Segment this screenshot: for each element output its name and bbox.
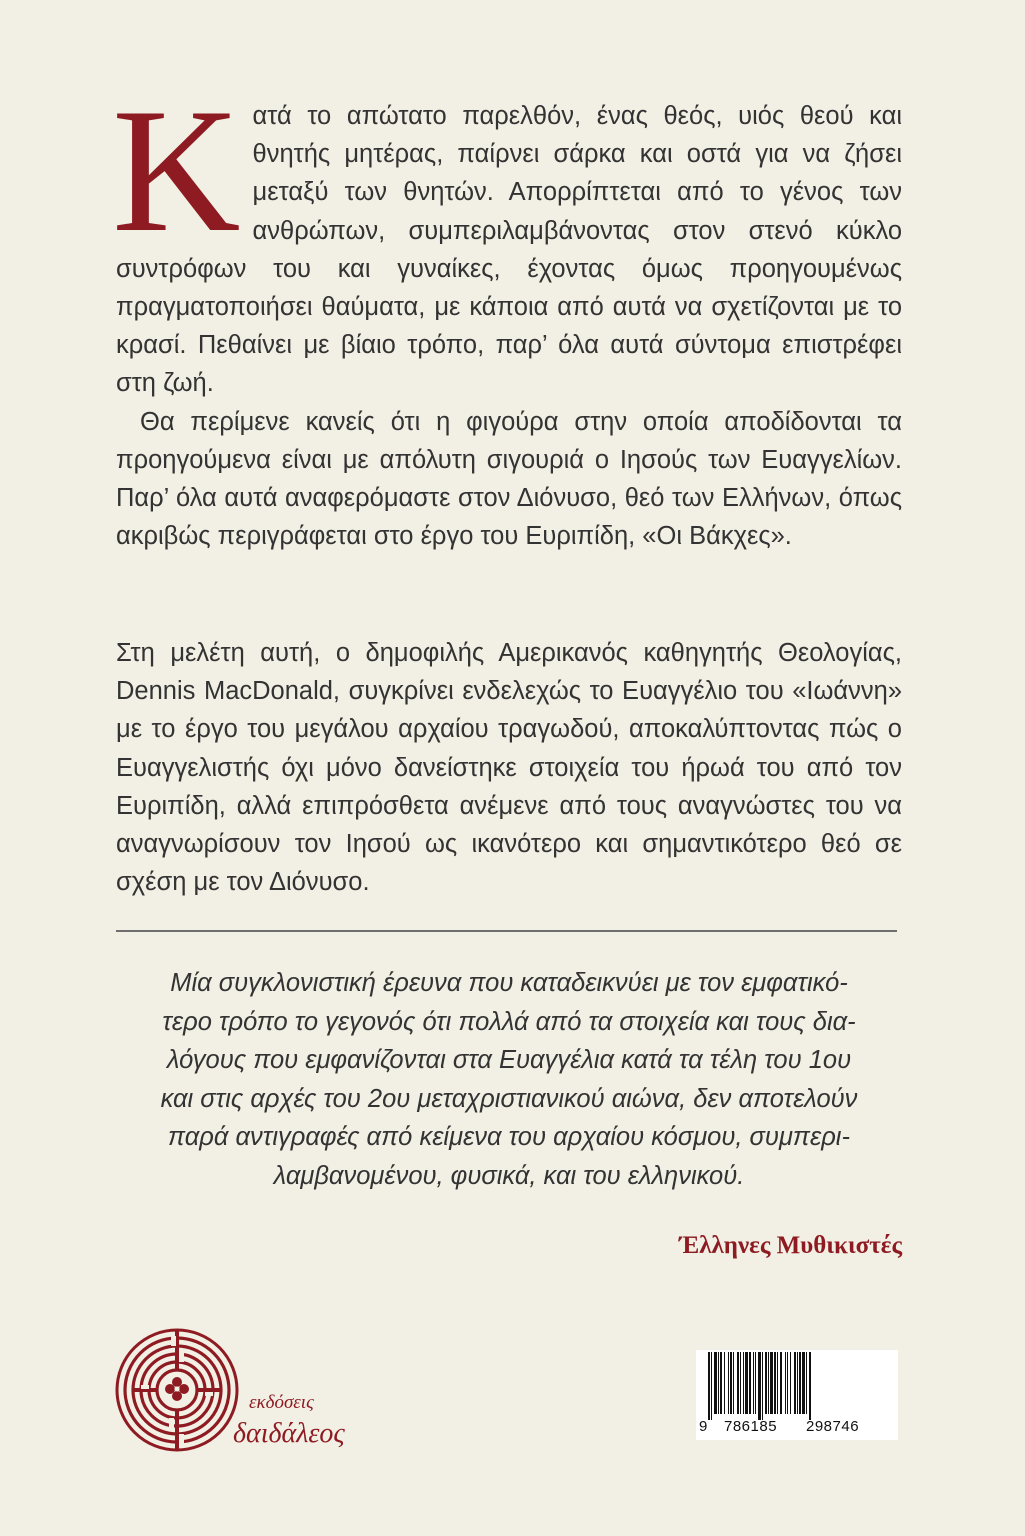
barcode-bar (711, 1352, 712, 1420)
isbn-barcode (696, 1350, 898, 1440)
publisher-label: εκδόσεις (249, 1392, 314, 1413)
section-divider (116, 930, 897, 932)
barcode-bar (780, 1352, 782, 1414)
barcode-bar (777, 1352, 778, 1414)
quote-line: και στις αρχές του 2ου μεταχριστιανικού αιώνα, δεν αποτελούν (160, 1084, 858, 1113)
quote-attribution: Έλληνες Μυθικιστές (679, 1232, 902, 1259)
barcode-bar (809, 1352, 811, 1420)
barcode-bar (720, 1352, 722, 1414)
barcode-group-2: 298746 (806, 1418, 860, 1435)
barcode-bar (768, 1352, 769, 1414)
quote-line: παρά αντιγραφές από κείμενα του αρχαίου κόσμου, συμπερι- (168, 1123, 850, 1151)
barcode-bar (762, 1352, 763, 1420)
drop-cap: Κ (112, 71, 241, 269)
barcode-bar (749, 1352, 751, 1414)
barcode-bar (755, 1352, 756, 1414)
barcode-bar (790, 1352, 791, 1414)
barcode-first-digit: 9 (699, 1418, 708, 1435)
publisher-name: δαιδάλεος (233, 1418, 345, 1449)
study-paragraph: Στη μελέτη αυτή, ο δημοφιλής Αμερικανός καθηγητής Θεολογίας, Dennis MacDonald, συγκρίνει ενδελεχώς το Ευαγγέλιο του «Ιωάννη» με το έργο του μεγάλου αρχαίου τραγωδού, αποκαλύπτοντας πώς ο Ευαγγελιστής όχι μόνο δανείστηκε στοιχεία του ήρωά του από τον Ευριπίδη, αλλά επιπρόσθετα ανέμενε από τους αναγνώστες του να αναγνωρίσουν τον Ιησού ως ικανότερο και σημαντικότερο θεό σε σχέση με τον Διόνυσο. (116, 639, 902, 897)
barcode-bar (787, 1352, 788, 1414)
publisher-logo (113, 1326, 403, 1456)
barcode-bar (806, 1352, 807, 1414)
barcode-bar (730, 1352, 732, 1414)
barcode-bar (802, 1352, 805, 1414)
barcode-bar (737, 1352, 739, 1414)
intro-paragraph-2: Θα περίμενε κανείς ότι η φιγούρα στην οποία αποδίδονται τα προηγούμενα είναι με απόλυτη σιγουριά ο Ιησούς των Ευαγγελίων. Παρ’ όλα αυτά αναφερόμαστε στον Διόνυσο, θεό των Ελλήνων, όπως ακριβώς περιγράφεται στο έργο του Ευριπίδη, «Οι Βάκχες». (116, 407, 902, 551)
barcode-bar (797, 1352, 798, 1414)
barcode-bar (753, 1352, 754, 1414)
barcode-bar (745, 1352, 748, 1414)
study-section (116, 634, 902, 901)
barcode-bar (708, 1352, 710, 1420)
barcode-bar (728, 1352, 729, 1414)
barcode-bar (770, 1352, 773, 1414)
barcode-bar (733, 1352, 734, 1414)
barcode-bar (785, 1352, 786, 1414)
barcode-bar (743, 1352, 744, 1414)
quote-line: λόγους που εμφανίζονται στα Ευαγγέλια κατά τα τέλη του 1ου (166, 1046, 852, 1074)
barcode-bar (765, 1352, 767, 1414)
barcode-bar (724, 1352, 725, 1414)
intro-section (112, 71, 902, 555)
pull-quote (116, 964, 902, 1195)
quote-line: Μία συγκλονιστική έρευνα που καταδεικνύει με τον εμφατικό- (170, 969, 848, 997)
barcode-bar (714, 1352, 717, 1414)
intro-paragraph-1: ατά το απώτατο παρελθόν, ένας θεός, υιός θεού και θνητής μητέρας, παίρνει σάρκα και οστά για να ζήσει μεταξύ των θνητών. Απορρίπτεται από το γένος των ανθρώπων, συμπεριλαμβάνοντας στον στενό κύκλο συντρόφων του και γυναίκες, έχοντας όμως προηγουμένως πραγματοποιήσει θαύματα, με κάποια από αυτά να σχετίζονται με το κρασί. Πεθαίνει με βίαιο τρόπο, παρ’ όλα αυτά σύντομα επιστρέφει στη ζωή. (116, 102, 902, 398)
barcode-bar (794, 1352, 796, 1414)
barcode-group-1: 786185 (724, 1418, 778, 1435)
labyrinth-icon (113, 1326, 241, 1454)
quote-line: τερο τρόπο το γεγονός ότι πολλά από τα στοιχεία και τους δια- (162, 1007, 856, 1036)
barcode-bar (799, 1352, 801, 1414)
barcode-bar (718, 1352, 719, 1414)
barcode-bar (740, 1352, 741, 1414)
barcode-bars (696, 1350, 898, 1420)
barcode-bar (758, 1352, 761, 1420)
barcode-bar (774, 1352, 776, 1414)
quote-line: λαμβανομένου, φυσικά, και του ελληνικού. (273, 1161, 745, 1190)
